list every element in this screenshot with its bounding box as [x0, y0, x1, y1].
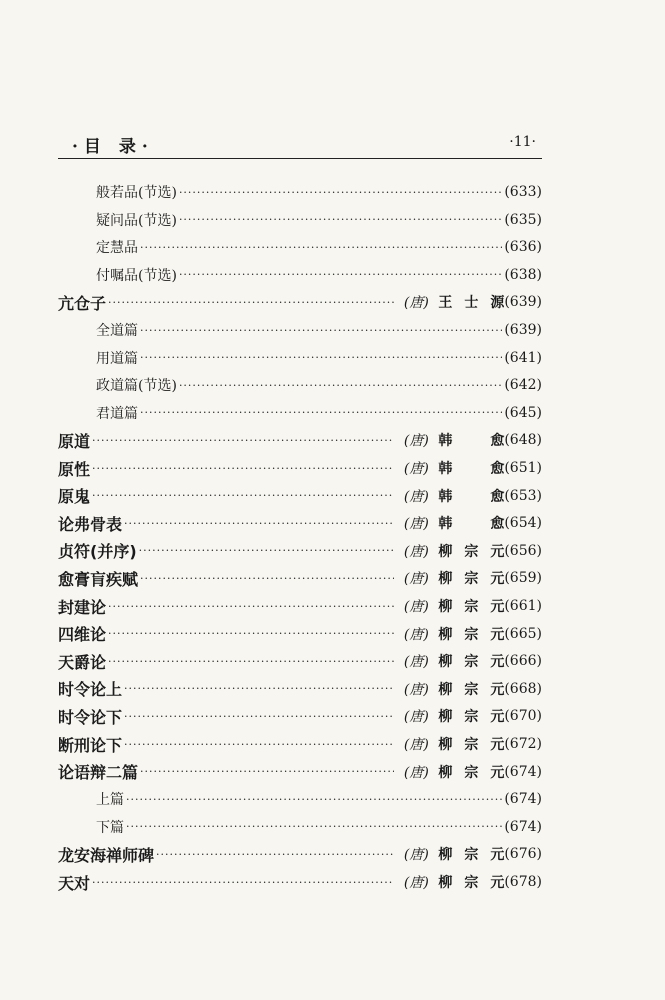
toc-entry-title: 原道	[58, 431, 91, 451]
toc-entry-page: (656)	[504, 542, 542, 559]
toc-entry	[58, 869, 542, 895]
toc-entry-title: 论弗骨表	[58, 514, 123, 534]
dot-leader	[92, 462, 394, 475]
toc-entry-title: 君道篇	[96, 405, 138, 422]
toc-entry-title: 封建论	[58, 597, 107, 617]
toc-entry	[96, 179, 542, 205]
dot-leader	[108, 600, 394, 613]
dot-leader	[92, 434, 394, 447]
toc-entry-author: 柳宗元	[438, 654, 505, 671]
toc-entry-title: 时令论下	[58, 707, 123, 727]
dot-leader	[140, 406, 502, 419]
toc-entry-page: (678)	[504, 874, 542, 890]
dot-leader	[179, 268, 502, 281]
toc-entry-dynasty: (唐)	[403, 599, 429, 615]
dot-leader	[140, 324, 502, 337]
toc-entry-dynasty: (唐)	[403, 737, 429, 753]
toc-entry-title: 定慧品	[96, 240, 138, 257]
toc-entry-author: 柳宗元	[438, 681, 505, 698]
toc-entry-page: (672)	[504, 736, 542, 752]
toc-entry	[58, 703, 542, 729]
dot-leader	[140, 241, 502, 254]
dot-leader	[140, 351, 502, 364]
toc-entry-title: 上篇	[96, 792, 124, 809]
toc-entry	[58, 289, 542, 315]
toc-entry-dynasty: (唐)	[403, 488, 429, 505]
toc-entry-title: 原性	[58, 459, 91, 479]
toc-entry-author: 柳宗元	[438, 626, 505, 643]
toc-entry-dynasty: (唐)	[403, 295, 429, 312]
toc-entry-page: (639)	[504, 294, 542, 311]
toc-entry-title: 政道篇(节选)	[96, 378, 177, 395]
toc-entry	[58, 676, 542, 702]
toc-entry-author: 韩 愈	[438, 433, 505, 450]
toc-entry-author: 柳宗元	[438, 764, 505, 781]
toc-entry	[96, 814, 542, 840]
toc-entry-title: 用道篇	[96, 350, 138, 367]
toc-entry	[96, 262, 542, 288]
toc-entry-dynasty: (唐)	[403, 847, 429, 864]
toc-entry-title: 四维论	[58, 625, 107, 645]
dot-leader	[124, 710, 394, 723]
toc-entry-page: (661)	[504, 598, 542, 614]
toc-entry-title: 亢仓子	[58, 293, 107, 313]
toc-entry	[58, 648, 542, 674]
toc-entry-page: (636)	[504, 239, 542, 256]
page-header	[58, 132, 542, 158]
toc-entry-author: 韩 愈	[438, 461, 505, 477]
toc-entry-dynasty: (唐)	[403, 764, 429, 781]
toc-entry-author: 柳宗元	[438, 571, 505, 588]
toc-entry	[58, 510, 542, 536]
dot-leader	[139, 544, 395, 557]
header-page-number: ·11·	[509, 134, 536, 150]
dot-leader	[179, 213, 502, 226]
toc-entry-author: 韩 愈	[438, 488, 505, 505]
toc-entry-page: (674)	[504, 763, 542, 780]
toc-entry-author: 柳宗元	[438, 599, 505, 615]
toc-entry-page: (639)	[504, 322, 542, 338]
toc-entry-author: 柳宗元	[438, 847, 505, 864]
dot-leader	[179, 186, 502, 199]
toc-entry	[58, 621, 542, 647]
toc-entry	[58, 731, 542, 757]
toc-entry	[96, 317, 542, 343]
toc-entry-title: 原鬼	[58, 487, 91, 507]
toc-entry-author: 韩 愈	[438, 516, 505, 533]
toc-entry-dynasty: (唐)	[403, 875, 429, 891]
toc-entry-title: 时令论上	[58, 680, 123, 700]
dot-leader	[92, 489, 394, 502]
toc-entry-title: 疑问品(节选)	[96, 212, 177, 229]
toc-entry-page: (659)	[504, 570, 542, 587]
toc-entry	[96, 234, 542, 260]
toc-entry-page: (666)	[504, 653, 542, 670]
toc-entry-dynasty: (唐)	[403, 461, 429, 477]
dot-leader	[108, 296, 394, 309]
toc-entry-title: 断刑论下	[58, 735, 123, 755]
toc-entry-dynasty: (唐)	[403, 433, 429, 450]
header-title: ·目 录·	[72, 137, 154, 157]
dot-leader	[124, 517, 394, 530]
toc-entry-title: 天对	[58, 873, 91, 893]
toc-entry-author: 王士源	[438, 295, 505, 312]
dot-leader	[92, 876, 394, 889]
toc-entry-page: (674)	[504, 818, 542, 835]
toc-entry-title: 愈膏肓疾赋	[58, 569, 139, 589]
toc-entry-title: 天爵论	[58, 652, 107, 672]
toc-entry-page: (676)	[504, 846, 542, 863]
dot-leader	[179, 379, 502, 392]
toc-entry-title: 般若品(节选)	[96, 185, 177, 201]
toc-entry	[58, 538, 542, 564]
toc-entry	[58, 841, 542, 867]
dot-leader	[108, 655, 394, 668]
toc-entry-author: 柳宗元	[438, 543, 505, 560]
toc-entry-page: (648)	[504, 432, 542, 449]
dot-leader	[108, 627, 394, 640]
toc-entry-title: 付嘱品(节选)	[96, 267, 177, 284]
dot-leader	[156, 848, 394, 861]
toc-entry-page: (665)	[504, 625, 542, 642]
toc-entry-dynasty: (唐)	[403, 626, 429, 643]
toc-entry-dynasty: (唐)	[403, 681, 429, 698]
toc-entry-title: 论语辩二篇	[58, 763, 139, 783]
toc-entry	[96, 400, 542, 426]
toc-entry-title: 贞符(并序)	[58, 542, 137, 562]
toc-entry-dynasty: (唐)	[403, 709, 429, 726]
toc-entry-page: (654)	[504, 515, 542, 532]
toc-entry-page: (642)	[504, 377, 542, 394]
toc-entry-page: (651)	[504, 460, 542, 476]
toc-entry-dynasty: (唐)	[403, 654, 429, 671]
toc-entry	[96, 345, 542, 371]
toc-entry-author: 柳宗元	[438, 737, 505, 753]
toc-entry	[58, 427, 542, 453]
dot-leader	[140, 572, 394, 585]
toc-entry-page: (668)	[504, 680, 542, 697]
dot-leader	[126, 820, 502, 833]
toc-entry-dynasty: (唐)	[403, 543, 429, 560]
toc-entry	[58, 593, 542, 619]
toc-entry	[58, 565, 542, 591]
toc-entry	[58, 483, 542, 509]
toc-entry-page: (645)	[504, 404, 542, 421]
toc-entry-title: 下篇	[96, 819, 124, 836]
dot-leader	[124, 682, 394, 695]
toc-entry-author: 柳宗元	[438, 875, 505, 891]
toc-entry	[96, 207, 542, 233]
toc-entry	[58, 455, 542, 481]
dot-leader	[126, 793, 502, 806]
toc-entry-page: (653)	[504, 487, 542, 504]
toc-entry	[96, 786, 542, 812]
toc-entry-title: 全道篇	[96, 323, 138, 339]
header-rule	[58, 158, 542, 159]
toc-entry-dynasty: (唐)	[403, 516, 429, 533]
toc-entry-page: (674)	[504, 791, 542, 808]
toc-entry-author: 柳宗元	[438, 709, 505, 726]
toc-entry-page: (641)	[504, 349, 542, 366]
toc-entry-page: (670)	[504, 708, 542, 725]
toc-entry	[58, 759, 542, 785]
toc-entry-dynasty: (唐)	[403, 571, 429, 588]
dot-leader	[140, 765, 394, 778]
dot-leader	[124, 738, 394, 751]
toc-entry-page: (638)	[504, 266, 542, 283]
toc-entry-title: 龙安海禅师碑	[58, 845, 155, 865]
toc-entry-page: (635)	[504, 211, 542, 228]
toc-entry	[96, 372, 542, 398]
toc-entry-page: (633)	[504, 184, 542, 200]
